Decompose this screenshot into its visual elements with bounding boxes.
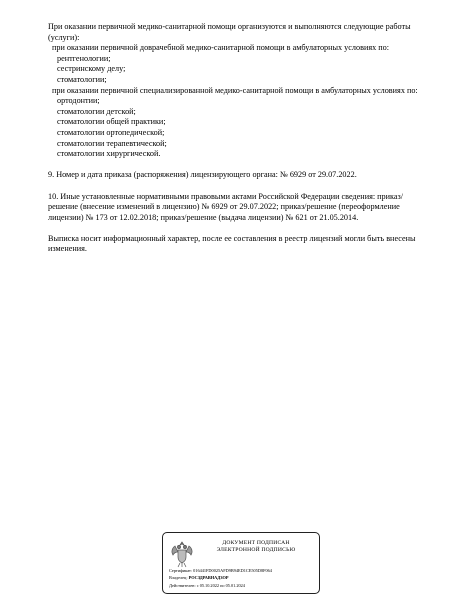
list-item: стоматологии;: [57, 74, 107, 84]
stamp-title-line1: ДОКУМЕНТ ПОДПИСАН: [222, 540, 290, 546]
intro-paragraph: При оказании первичной медико-санитарной помощи организуются и выполняются следующие работы (услуги):: [48, 22, 411, 42]
list-item: стоматологии ортопедической;: [57, 127, 165, 137]
group1-heading: при оказании первичной доврачебной медико-санитарной помощи в амбулаторных условиях по:: [52, 43, 389, 53]
disclaimer-paragraph: Выписка носит информационный характер, после ее составления в реестр лицензий могли быть внесены изменения.: [48, 233, 416, 254]
stamp-certificate-value: 016441FD0025AFD9B94ED1CE505D8F064: [193, 568, 272, 573]
list-item: рентгенологии;: [57, 53, 111, 63]
digital-signature-stamp: [162, 532, 320, 594]
stamp-owner-line: [169, 575, 229, 581]
document-body: [48, 22, 428, 255]
item-10-paragraph: 10. Иные установленные нормативными правовыми актами Российской Федерации сведения: приказ/решение (внесение изменений в лицензию) № 6929 от 29.07.2022; приказ/решение (переоформление лицензии) № 173 от 12.02.2018; приказ/решение (выдача лицензии) № 621 от 21.05.2014.: [48, 191, 404, 222]
stamp-owner-value: РОСЗДРАВНАДЗОР: [188, 575, 229, 580]
stamp-owner-label: Владелец:: [169, 575, 188, 580]
stamp-title-line2: ЭЛЕКТРОННОЙ ПОДПИСЬЮ: [216, 547, 296, 553]
stamp-validity-line: Действителен: с 05.10.2022 по 05.01.2024: [169, 583, 245, 588]
stamp-certificate-line: [169, 568, 272, 574]
list-item: стоматологии терапевтической;: [57, 138, 167, 148]
group2-heading: при оказании первичной специализированной медико-санитарной помощи в амбулаторных условиях по:: [52, 85, 418, 95]
coat-of-arms-icon: [169, 539, 195, 569]
stamp-title: [197, 540, 315, 554]
list-item: сестринскому делу;: [57, 64, 126, 74]
list-item: стоматологии детской;: [57, 106, 136, 116]
item-9-paragraph: 9. Номер и дата приказа (распоряжения) лицензирующего органа: № 6929 от 29.07.2022.: [48, 170, 357, 180]
list-item: ортодонтии;: [57, 96, 100, 106]
stamp-certificate-label: Сертификат:: [169, 568, 193, 573]
list-item: стоматологии общей практики;: [57, 117, 166, 127]
list-item: стоматологии хирургической.: [57, 149, 161, 159]
